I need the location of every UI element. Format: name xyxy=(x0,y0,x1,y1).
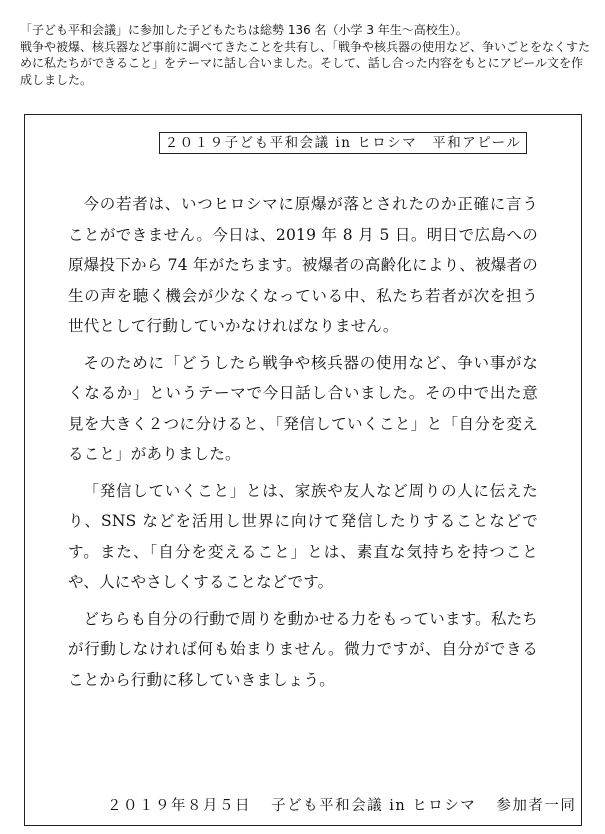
appeal-title: ２０１９子ども平和会議 in ヒロシマ 平和アピール xyxy=(159,132,527,154)
intro-section xyxy=(20,22,595,88)
appeal-signature xyxy=(107,794,590,815)
appeal-body xyxy=(68,189,538,701)
appeal-paragraph-2: そのために「どうしたら戦争や核兵器の使用など、争い事がなくなるか」というテーマで今日話し合いました。その中で出た意見を大きく２つに分けると、「発信していくこと」と「自分を変えること」がありました。 xyxy=(68,353,538,463)
appeal-paragraph-3: 「発信していくこと」とは、家族や友人など周りの人に伝えたり、SNS などを活用し世界に向けて発信したりすることなどです。また、「自分を変えること」とは、素直な気持ちを持つことや、人にやさしくすることなどです。 xyxy=(68,481,538,591)
signature-date: ２０１９年８月５日 xyxy=(107,798,251,814)
appeal-frame xyxy=(24,114,582,826)
appeal-paragraph-1: 今の若者は、いつヒロシマに原爆が落とされたのか正確に言うことができません。今日は、2019 年 8 月 5 日。明日で広島への原爆投下から 74 年がたちます。被爆者の高齢化により、被爆者の生の声を聴く機会が少なくなっている中、私たち若者が次を担う世代として行動していかなければなりません。 xyxy=(68,195,538,335)
signature-author: 参加者一同 xyxy=(496,798,577,814)
appeal-paragraph-4: どちらも自分の行動で周りを動かせる力をもっています。私たちが行動しなければ何も始まりません。微力ですが、自分ができることから行動に移していきましょう。 xyxy=(68,609,538,689)
intro-line-1: 「子ども平和会議」に参加した子どもたちは総勢 136 名（小学 3 年生～高校生）。 xyxy=(20,23,468,37)
signature-event: 子ども平和会議 in ヒロシマ xyxy=(271,798,477,814)
intro-line-2: 戦争や被爆、核兵器など事前に調べてきたことを共有し、「戦争や核兵器の使用など、争いごとをなくすために私たちができること」をテーマに話し合いました。そして、話し合った内容をもとにアピール文を作成しました。 xyxy=(20,39,591,87)
